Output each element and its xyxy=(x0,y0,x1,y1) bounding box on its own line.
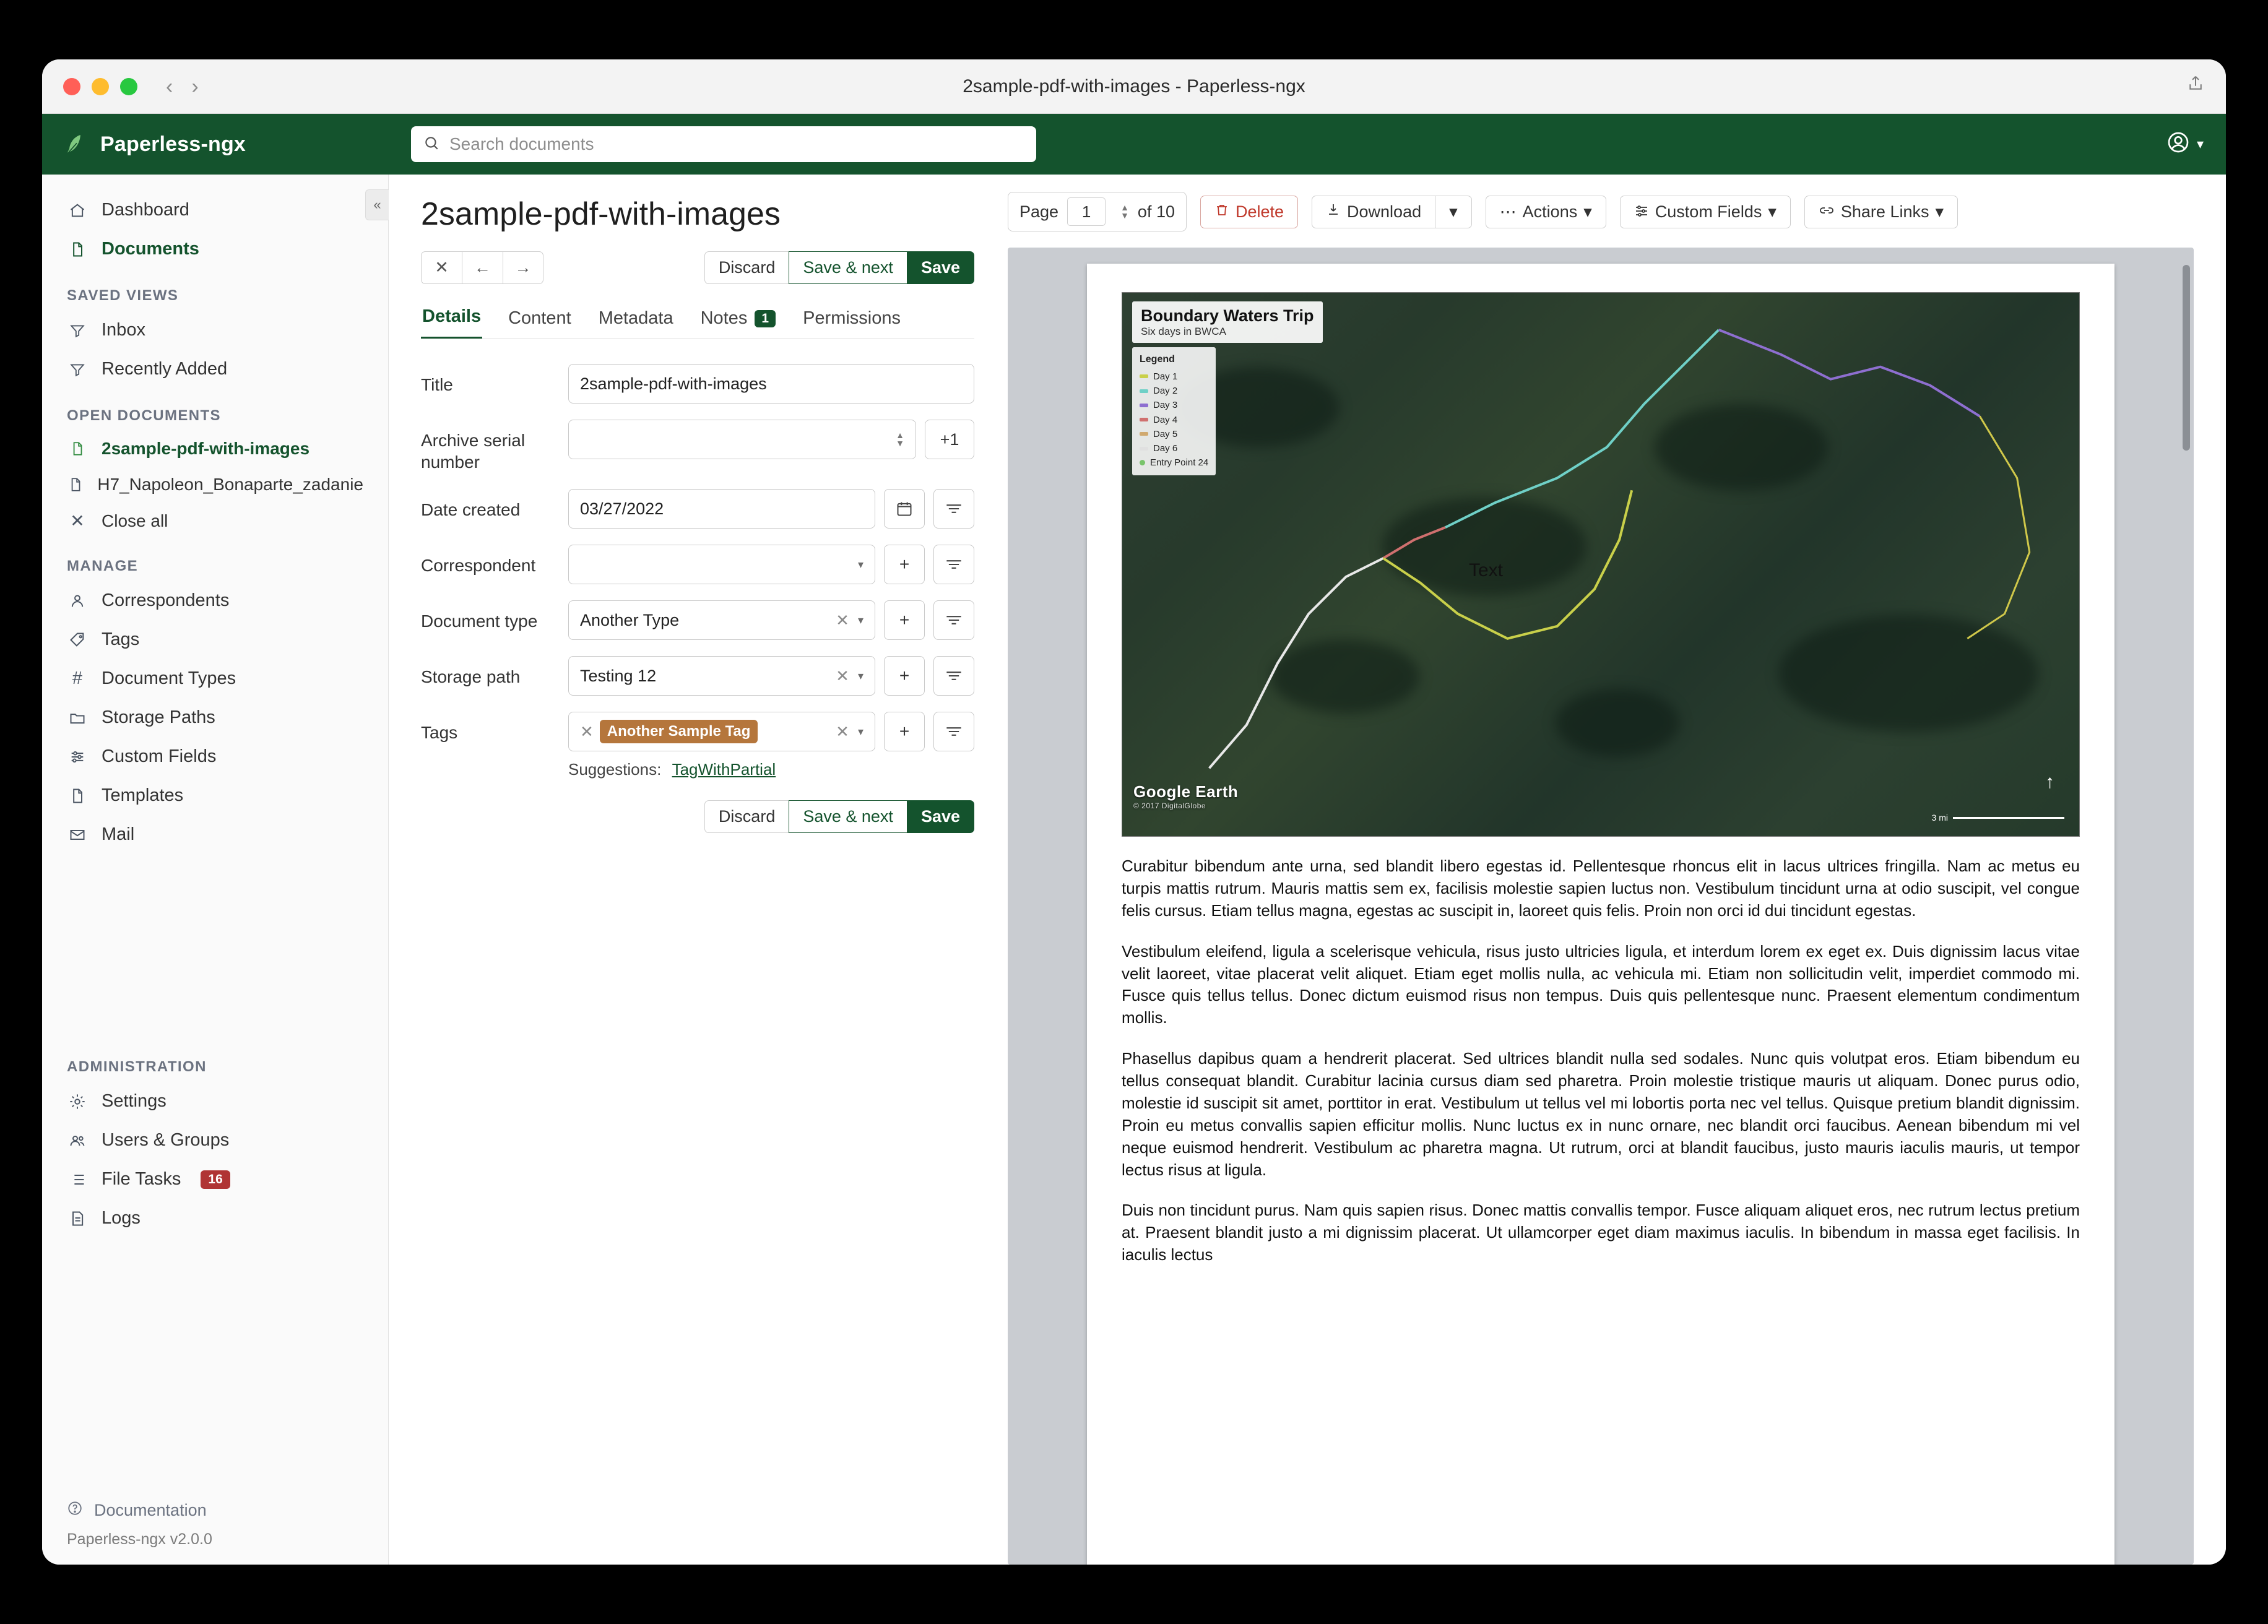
chevron-down-icon: ▾ xyxy=(857,669,863,682)
document-paragraph: Curabitur bibendum ante urna, sed blandit libero egestas id. Pellentesque rhoncus elit in lacus ultrices fringilla. Nam ac metus eu turpis mattis rutrum. Mauris mattis sem ex, facilisis molestie sapien luctus non. Vestibulum tincidunt urna at odio suscipit, vel congue felis cursus. Etiam tellus magna, egestas ac suscipit in, laoreet quis felis. Proin non orci id dui tincidunt egestas. xyxy=(1122,857,2080,920)
tab-label: Details xyxy=(422,306,482,326)
tab-details[interactable] xyxy=(421,306,482,339)
sidebar-item-storage-paths[interactable] xyxy=(42,698,388,737)
tab-label: Metadata xyxy=(598,308,673,328)
sidebar-item-label: Users & Groups xyxy=(102,1130,230,1150)
sidebar-item-dashboard[interactable] xyxy=(42,191,388,230)
doctype-value: Another Type xyxy=(580,610,680,629)
sidebar-open-document-2[interactable] xyxy=(42,467,388,503)
figure-title: Boundary Waters Trip xyxy=(1141,306,1314,325)
sidebar-item-file-tasks[interactable] xyxy=(42,1160,388,1199)
pdf-page xyxy=(1087,264,2114,1565)
arrow-right-icon: → xyxy=(514,258,532,277)
close-icon: ✕ xyxy=(70,511,85,530)
download-button[interactable] xyxy=(1312,196,1435,228)
legend-item: Day 1 xyxy=(1153,371,1178,382)
notes-badge: 1 xyxy=(755,310,776,327)
tab-label: Content xyxy=(508,308,571,328)
document-paragraph: Duis non tincidunt purus. Nam quis sapien risus. Donec mattis convallis tempor. Fusce aliquam aliquet eros, nec rutrum lectus pretium at. Praesent blandit justo a mi dignissim placerat. Ut ullamcorper eget diam maximus iaculis. In bibendum in massa eget facilisis. In iaculis lectus xyxy=(1122,1201,2080,1264)
tab-label: Notes xyxy=(700,308,748,328)
actions-button[interactable] xyxy=(1486,196,1606,228)
pdf-viewer[interactable] xyxy=(1008,248,2194,1565)
share-links-button[interactable] xyxy=(1804,196,1958,228)
title-input[interactable] xyxy=(568,364,974,404)
sidebar-item-templates[interactable] xyxy=(42,776,388,815)
trash-icon xyxy=(1214,202,1229,222)
app-window xyxy=(42,59,2226,1565)
sidebar-collapse-button[interactable]: « xyxy=(365,189,389,220)
tab-notes[interactable] xyxy=(699,308,777,339)
sidebar-item-custom-fields[interactable] xyxy=(42,737,388,776)
account-menu[interactable] xyxy=(2166,130,2204,158)
close-document-button[interactable] xyxy=(421,251,462,284)
sidebar-section-open-documents: OPEN DOCUMENTS xyxy=(67,407,221,424)
field-row-title xyxy=(421,364,974,404)
list-icon xyxy=(67,1171,88,1188)
suggestion-tagwithpartial[interactable]: TagWithPartial xyxy=(672,760,776,779)
page-title: 2sample-pdf-with-images xyxy=(421,196,781,232)
save-group-bottom xyxy=(704,800,974,833)
brand-name: Paperless-ngx xyxy=(100,132,246,156)
people-icon xyxy=(67,1132,88,1149)
file-icon xyxy=(67,441,88,457)
page-stepper[interactable]: ▲ ▼ xyxy=(1120,202,1129,220)
sidebar-item-label: File Tasks xyxy=(102,1169,181,1189)
add-tag-button[interactable]: + xyxy=(884,712,925,751)
created-filter-icon[interactable] xyxy=(933,489,974,529)
app-top-bar xyxy=(42,114,2226,175)
close-icon: ✕ xyxy=(435,258,449,277)
figure-caption xyxy=(1132,301,1323,343)
app-version: Paperless-ngx v2.0.0 xyxy=(67,1531,212,1548)
document-preview-pane xyxy=(1002,175,2226,1565)
sidebar-item-label: Mail xyxy=(102,824,135,844)
discard-button-bottom[interactable]: Discard xyxy=(704,800,789,833)
sidebar-item-label: Logs xyxy=(102,1208,141,1228)
sliders-icon xyxy=(67,748,88,766)
sidebar-section-administration: ADMINISTRATION xyxy=(67,1058,207,1075)
documentation-link[interactable] xyxy=(67,1493,363,1527)
window-titlebar xyxy=(42,59,2226,114)
figure-subtitle: Six days in BWCA xyxy=(1141,326,1226,337)
doctype-filter-icon[interactable] xyxy=(933,600,974,640)
chevron-down-icon: ▾ xyxy=(1449,202,1458,221)
legend-item: Entry Point 24 xyxy=(1150,457,1209,469)
sidebar-item-recently-added[interactable] xyxy=(42,350,388,389)
storage-filter-icon[interactable] xyxy=(933,656,974,696)
window-traffic-lights xyxy=(63,78,137,95)
question-circle-icon xyxy=(67,1500,83,1521)
sidebar-item-label: Tags xyxy=(102,629,140,649)
sidebar-item-label: 2sample-pdf-with-images xyxy=(102,439,310,458)
tab-permissions[interactable] xyxy=(802,308,902,339)
asn-label: Archive serial number xyxy=(421,431,526,472)
clear-icon[interactable]: ✕ xyxy=(836,666,849,685)
page-label: Page xyxy=(1019,202,1059,221)
document-paragraph: Vestibulum eleifend, ligula a scelerisque vehicula, risus justo ultricies ligula, et interdum lorem ex eget ex. Duis dignissim lacus vitae velit laoreet, vitae placerat velit aliquet. Etiam eget mollis nulla, ac vehicula mi. Etiam non sollicitudin velit, imperdiet commodo mi. Fusce quis tellus tellus. Donec dictum euismod risus non tempus. Duis quis pellentesque nunc. Praesent elementum condimentum mollis. xyxy=(1122,941,2080,1027)
sidebar-item-label: Close all xyxy=(102,511,168,530)
discard-button-top[interactable]: Discard xyxy=(704,251,789,284)
tag-chip[interactable]: Another Sample Tag xyxy=(600,720,758,743)
actions-label: Actions xyxy=(1522,202,1578,221)
preview-scrollbar[interactable] xyxy=(2183,265,2190,1560)
search-icon xyxy=(423,135,439,154)
correspondent-label: Correspondent xyxy=(421,556,536,575)
sidebar-item-documents[interactable] xyxy=(42,230,388,269)
chevron-down-icon: ▾ xyxy=(1583,202,1592,221)
editor-tabs xyxy=(421,306,974,339)
documentation-label: Documentation xyxy=(94,1501,207,1519)
sidebar-item-label: Inbox xyxy=(102,320,145,340)
previous-document-button[interactable] xyxy=(462,251,503,284)
asn-stepper[interactable]: ▲ ▼ xyxy=(896,430,904,448)
sidebar xyxy=(42,175,389,1565)
created-label: Date created xyxy=(421,500,521,519)
storage-label: Storage path xyxy=(421,667,521,686)
document-nav-group xyxy=(421,251,543,284)
paperless-logo-icon xyxy=(64,132,89,157)
sidebar-item-label: Document Types xyxy=(102,668,236,688)
tab-label: Permissions xyxy=(803,308,901,328)
sliders-icon xyxy=(1634,202,1649,222)
add-document-type-button[interactable]: + xyxy=(884,600,925,640)
arrow-left-icon: ← xyxy=(474,258,491,277)
hash-icon: # xyxy=(72,668,83,688)
sidebar-item-label: Correspondents xyxy=(102,590,230,610)
sidebar-item-mail[interactable] xyxy=(42,815,388,854)
preview-scrollbar-thumb[interactable] xyxy=(2183,265,2190,451)
clear-icon[interactable]: ✕ xyxy=(836,722,849,741)
legend-item: Day 4 xyxy=(1153,414,1178,425)
save-and-next-button-top[interactable]: Save & next xyxy=(789,251,907,284)
tab-metadata[interactable] xyxy=(597,308,675,339)
figure-legend xyxy=(1132,347,1216,475)
funnel-icon xyxy=(67,361,88,378)
back-icon[interactable]: ‹ xyxy=(166,74,173,98)
calendar-icon[interactable] xyxy=(884,489,925,529)
file-earmark-icon xyxy=(67,787,88,805)
suggestions-label: Suggestions: xyxy=(568,760,662,779)
sidebar-item-document-types[interactable] xyxy=(42,659,388,698)
link-icon xyxy=(1819,202,1835,222)
document-paragraph: Phasellus dapibus quam a hendrerit placerat. Sed ultrices blandit nulla sed sodales. Nunc quis volutpat eros. Etiam bibendum eu tellus consequat blandit. Curabitur lacinia cursus diam sed pharetra. Proin molestie tristique mauris ut aliquam. Donec purus odio, molestie id suscipit sit amet, porttitor in erat. Vestibulum ut tellus vel mi lobortis porta nec vel tellus. Quisque pretium blandit dignissim. Proin eu metus convallis sapien efficitur mollis. Nunc luctus ex in nunc ornare, nec blandit orci faucibus. Aenean bibendum mi vel neque euismod hendrerit. Vestibulum ac pharetra magna. Ut rutrum, orci at blandit faucibus, justo mauris iaculis mauris, ut tempor lectus risus at ligula. xyxy=(1122,1049,2080,1179)
sidebar-item-label: Templates xyxy=(102,785,184,805)
field-row-correspondent xyxy=(421,545,974,584)
doctype-label: Document type xyxy=(421,611,538,631)
share-icon[interactable] xyxy=(2186,73,2205,100)
storage-value: Testing 12 xyxy=(580,666,657,685)
map-attribution xyxy=(1133,782,1238,810)
minimize-window-button[interactable] xyxy=(92,78,109,95)
field-row-date-created xyxy=(421,489,974,529)
correspondent-filter-icon[interactable] xyxy=(933,545,974,584)
sidebar-item-settings[interactable] xyxy=(42,1082,388,1121)
document-figure-map xyxy=(1122,292,2080,837)
download-icon xyxy=(1326,202,1341,222)
sidebar-section-saved-views: SAVED VIEWS xyxy=(67,287,179,304)
brand[interactable] xyxy=(64,132,411,157)
page-count-label: of 10 xyxy=(1137,202,1175,221)
envelope-icon xyxy=(67,826,88,844)
scale-label: 3 mi xyxy=(1931,813,1948,823)
folder-icon xyxy=(67,709,88,727)
sidebar-item-logs[interactable] xyxy=(42,1199,388,1238)
save-group-top xyxy=(704,251,974,284)
legend-title: Legend xyxy=(1140,354,1175,365)
ellipsis-icon: ⋯ xyxy=(1499,202,1517,221)
editor-action-bar-bottom xyxy=(421,800,974,833)
delete-label: Delete xyxy=(1235,202,1284,221)
sidebar-open-document-1[interactable] xyxy=(42,431,388,467)
sidebar-item-label: Storage Paths xyxy=(102,707,215,727)
tags-label: Tags xyxy=(421,723,458,742)
editor-action-bar xyxy=(421,251,974,284)
sidebar-item-label: Settings xyxy=(102,1091,167,1111)
account-circle-icon xyxy=(2166,130,2191,158)
sidebar-item-label: Documents xyxy=(102,239,199,259)
share-links-label: Share Links xyxy=(1840,202,1929,221)
chevron-down-icon: ▾ xyxy=(857,558,863,571)
chevron-down-icon: ▾ xyxy=(857,725,863,738)
remove-tag-icon[interactable]: ✕ xyxy=(580,722,594,741)
field-row-archive-serial-number xyxy=(421,420,974,473)
gear-icon xyxy=(67,1093,88,1110)
file-tasks-badge: 16 xyxy=(201,1170,230,1189)
created-input[interactable] xyxy=(568,489,875,529)
sidebar-item-label: Dashboard xyxy=(102,200,189,220)
document-type-select[interactable] xyxy=(568,600,875,640)
sidebar-item-label: Recently Added xyxy=(102,359,228,379)
figure-overlay-text: Text xyxy=(1469,560,1504,581)
search-box[interactable] xyxy=(411,126,1036,162)
save-button-bottom[interactable]: Save xyxy=(907,800,974,833)
sidebar-section-manage: MANAGE xyxy=(67,558,139,574)
custom-fields-label: Custom Fields xyxy=(1655,202,1762,221)
legend-item: Day 2 xyxy=(1153,386,1178,397)
page-navigator[interactable] xyxy=(1008,192,1187,231)
person-icon xyxy=(67,592,88,610)
delete-button[interactable] xyxy=(1200,196,1298,228)
tags-select[interactable] xyxy=(568,712,875,751)
close-window-button[interactable] xyxy=(63,78,80,95)
download-label: Download xyxy=(1347,202,1422,221)
save-button-top[interactable]: Save xyxy=(907,251,974,284)
north-arrow-icon: ↑ xyxy=(2045,772,2054,792)
add-correspondent-button[interactable]: + xyxy=(884,545,925,584)
main-content xyxy=(389,175,2226,1565)
save-and-next-button-bottom[interactable]: Save & next xyxy=(789,800,907,833)
clear-icon[interactable]: ✕ xyxy=(836,610,849,629)
documents-icon xyxy=(67,241,88,258)
tags-filter-icon[interactable] xyxy=(933,712,974,751)
asn-input[interactable] xyxy=(568,420,916,459)
map-scale-bar xyxy=(1932,813,2064,823)
map-attribution-sub: © 2017 DigitalGlobe xyxy=(1133,801,1206,810)
forward-icon[interactable]: › xyxy=(191,74,199,98)
sidebar-item-users-groups[interactable] xyxy=(42,1121,388,1160)
download-group xyxy=(1312,196,1472,228)
custom-fields-button[interactable] xyxy=(1620,196,1791,228)
sidebar-item-label: Custom Fields xyxy=(102,746,217,766)
asn-next-button[interactable]: +1 xyxy=(925,420,974,459)
created-value: 03/27/2022 xyxy=(580,499,664,518)
window-title: 2sample-pdf-with-images - Paperless-ngx xyxy=(963,76,1305,97)
chevron-down-icon: ▾ xyxy=(1768,202,1777,221)
sidebar-close-all[interactable] xyxy=(42,503,388,539)
tag-suggestions xyxy=(568,760,974,779)
sidebar-item-tags[interactable] xyxy=(42,620,388,659)
legend-item: Day 6 xyxy=(1153,443,1178,454)
sidebar-item-correspondents[interactable] xyxy=(42,581,388,620)
search-input[interactable] xyxy=(448,134,1024,155)
chevron-down-icon: ▾ xyxy=(857,613,863,626)
chevron-down-icon: ▾ xyxy=(2196,136,2204,152)
preview-toolbar xyxy=(1008,192,2194,231)
map-attribution-label: Google Earth xyxy=(1133,782,1239,801)
storage-path-select[interactable] xyxy=(568,656,875,696)
document-edit-pane xyxy=(389,175,1002,1565)
file-icon xyxy=(67,477,84,493)
legend-item: Day 3 xyxy=(1153,400,1178,411)
tab-content[interactable] xyxy=(507,308,573,339)
title-value: 2sample-pdf-with-images xyxy=(580,374,767,393)
map-route-overlay xyxy=(1122,293,2079,836)
home-icon xyxy=(67,202,88,219)
next-document-button[interactable] xyxy=(503,251,543,284)
add-storage-path-button[interactable]: + xyxy=(884,656,925,696)
legend-item: Day 5 xyxy=(1153,428,1178,439)
correspondent-select[interactable] xyxy=(568,545,875,584)
file-text-icon xyxy=(67,1210,88,1227)
field-row-document-type xyxy=(421,600,974,640)
tag-icon xyxy=(67,631,88,649)
chevron-down-icon: ▾ xyxy=(1935,202,1944,221)
page-input[interactable]: 1 xyxy=(1067,197,1106,226)
field-row-tags xyxy=(421,712,974,751)
field-row-storage-path xyxy=(421,656,974,696)
sidebar-item-label: H7_Napoleon_Bonaparte_zadanie xyxy=(97,475,363,494)
sidebar-item-inbox[interactable] xyxy=(42,311,388,350)
funnel-icon xyxy=(67,322,88,339)
title-label: Title xyxy=(421,375,453,394)
download-options-button[interactable] xyxy=(1435,196,1472,228)
maximize-window-button[interactable] xyxy=(120,78,137,95)
